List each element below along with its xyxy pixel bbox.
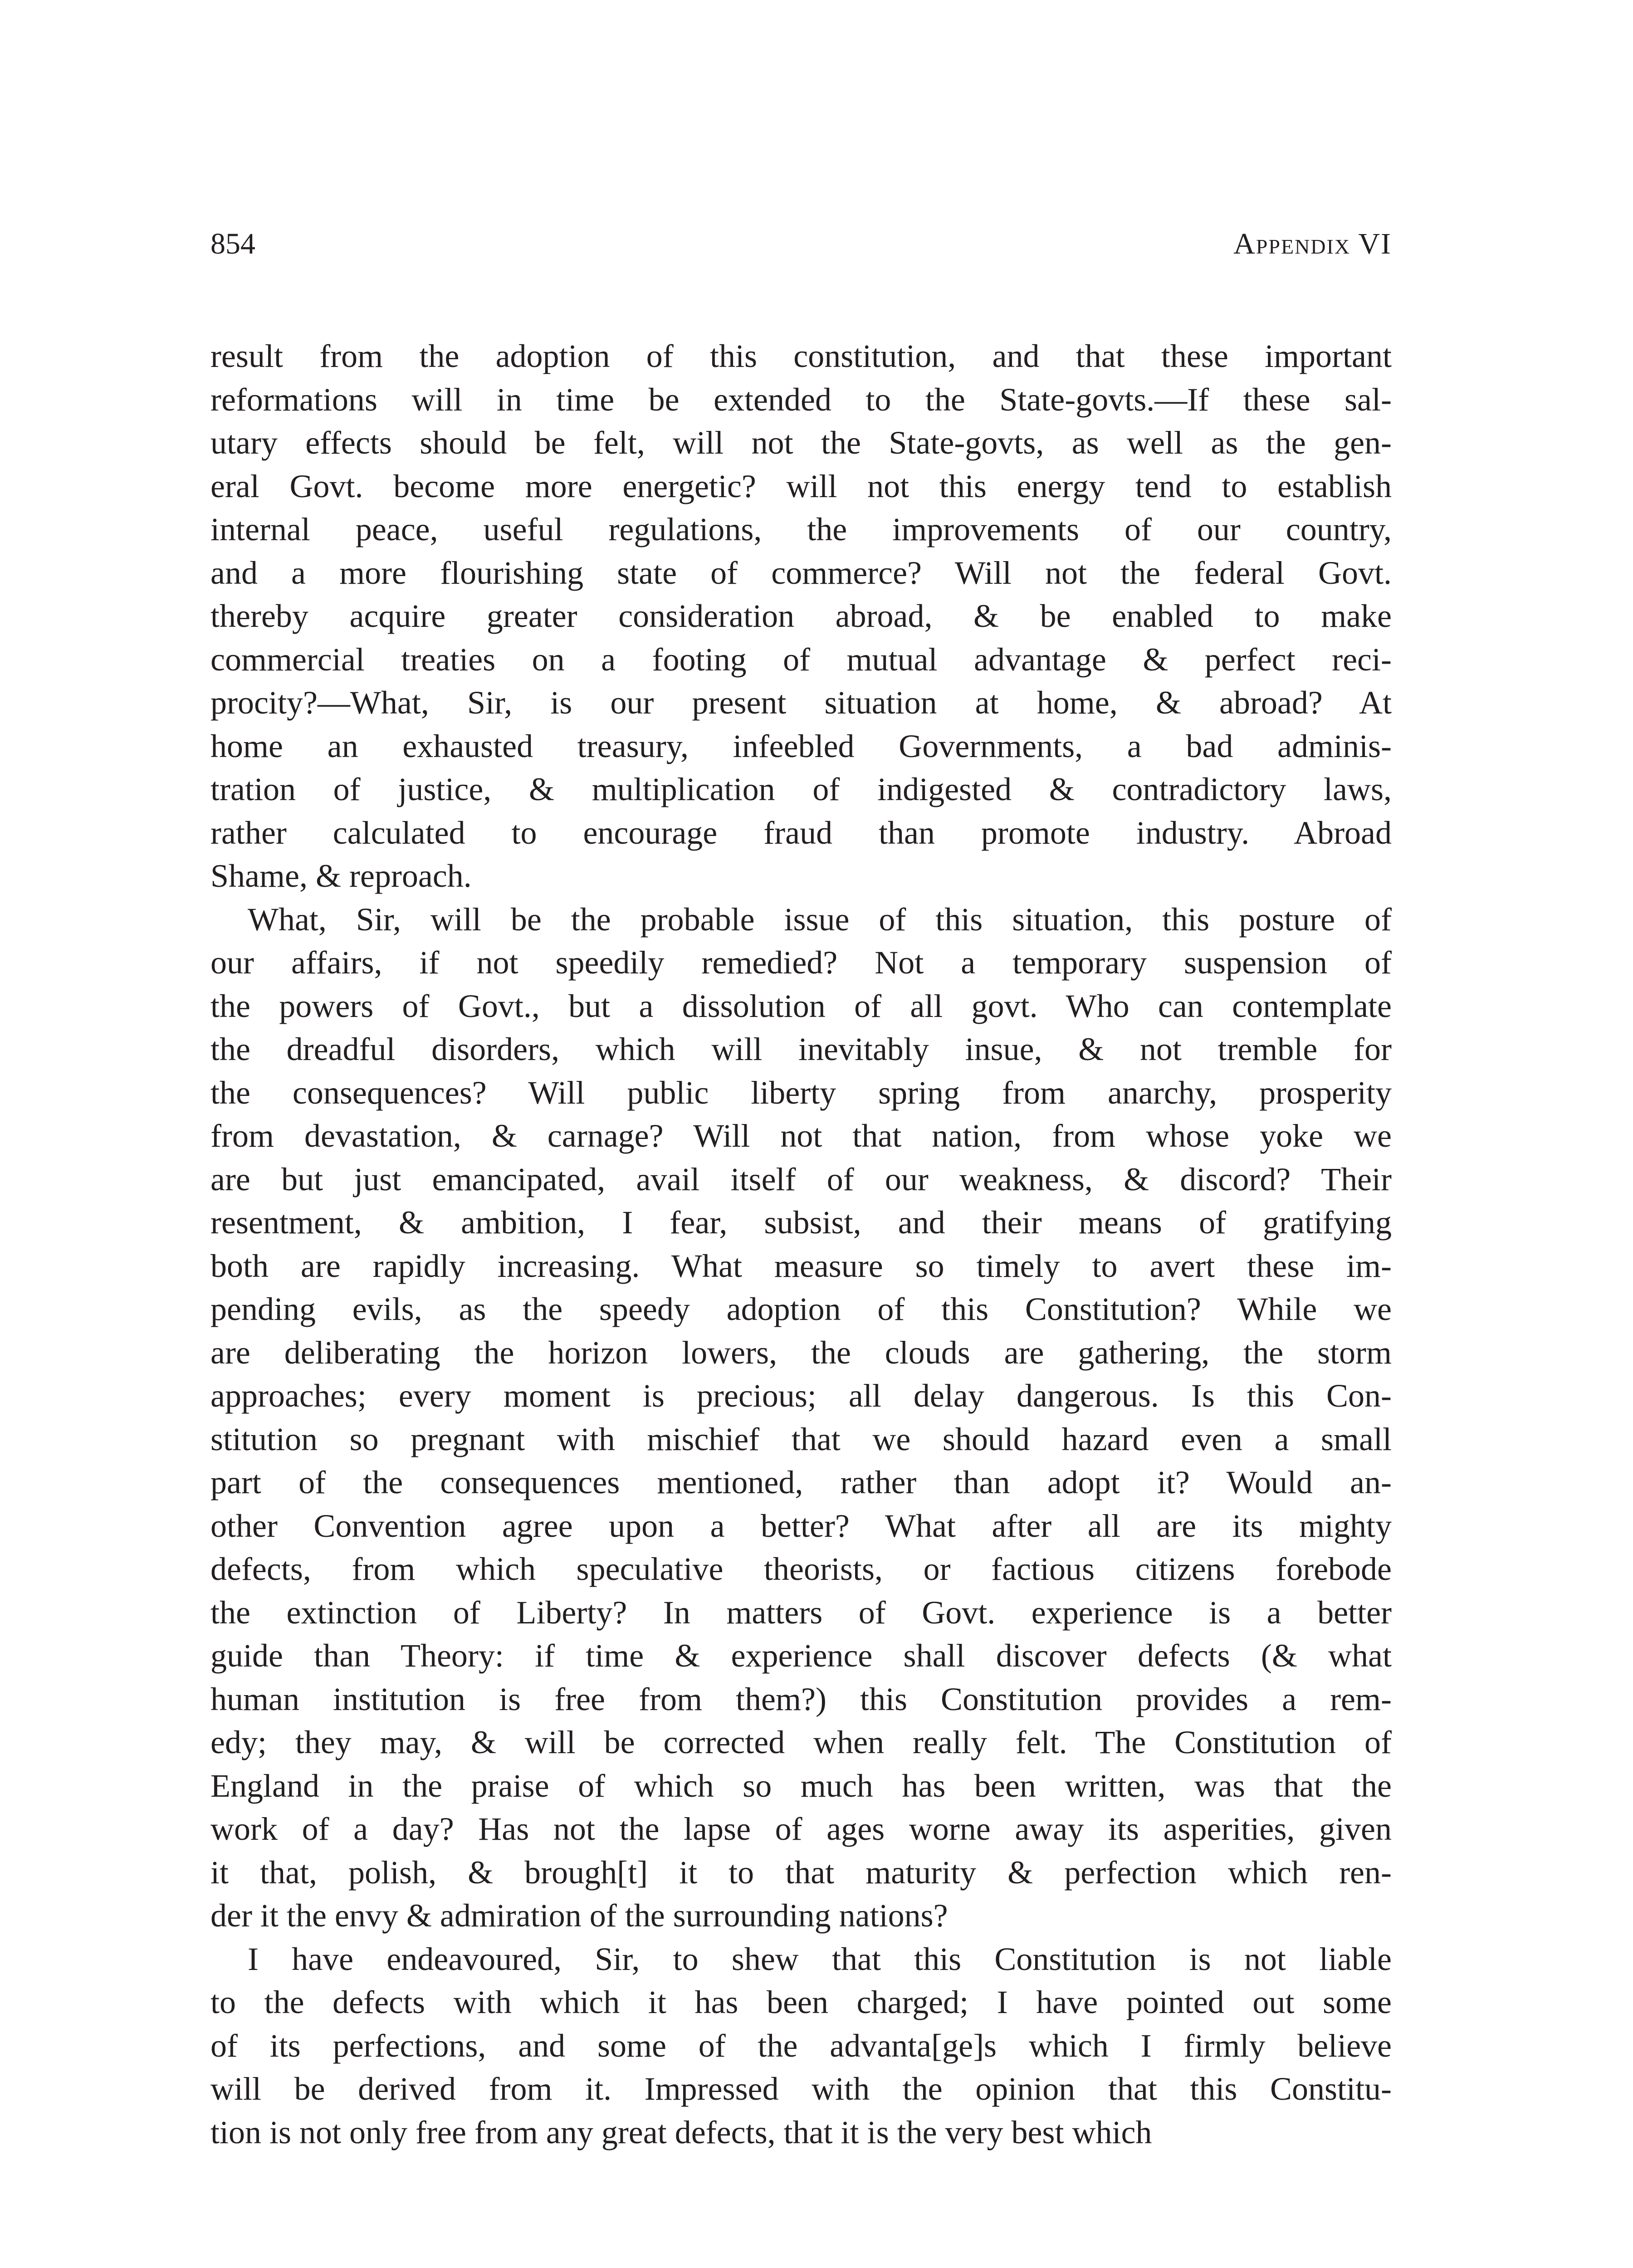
text-line: human institution is free from them?) this Constitution provides a rem- — [210, 1681, 1392, 1717]
text-line: reformations will in time be extended to the State-govts.—If these sal- — [210, 381, 1392, 418]
page-number: 854 — [210, 227, 255, 260]
text-line: England in the praise of which so much has been written, was that the — [210, 1767, 1392, 1804]
text-line: result from the adoption of this constitution, and that these important — [210, 338, 1392, 374]
text-line: of its perfections, and some of the advanta[ge]s which I firmly believe — [210, 2027, 1392, 2064]
text-line: and a more flourishing state of commerce? Will not the federal Govt. — [210, 554, 1392, 591]
section-title: Appendix VI — [1233, 227, 1392, 260]
text-line: rather calculated to encourage fraud than promote industry. Abroad — [210, 814, 1392, 851]
text-line: der it the envy & admiration of the surrounding nations? — [210, 1897, 948, 1934]
text-line: it that, polish, & brough[t] it to that maturity & perfection which ren- — [210, 1854, 1392, 1891]
text-line: the dreadful disorders, which will inevitably insue, & not tremble for — [210, 1031, 1392, 1067]
text-line: work of a day? Has not the lapse of ages worne away its asperities, given — [210, 1811, 1392, 1847]
text-line: approaches; every moment is precious; all delay dangerous. Is this Con- — [210, 1378, 1392, 1414]
text-line: edy; they may, & will be corrected when really felt. The Constitution of — [210, 1724, 1392, 1760]
paragraph — [210, 1938, 1392, 2155]
text-line: What, Sir, will be the probable issue of this situation, this posture of — [248, 901, 1392, 938]
text-line: pending evils, as the speedy adoption of this Constitution? While we — [210, 1291, 1392, 1327]
text-line: the consequences? Will public liberty spring from anarchy, prosperity — [210, 1074, 1392, 1111]
text-line: to the defects with which it has been charged; I have pointed out some — [210, 1984, 1392, 2020]
text-line: both are rapidly increasing. What measure so timely to avert these im- — [210, 1247, 1392, 1284]
running-head — [210, 227, 1392, 277]
text-line: eral Govt. become more energetic? will not this energy tend to establish — [210, 468, 1392, 504]
text-line: other Convention agree upon a better? What after all are its mighty — [210, 1507, 1392, 1544]
text-line: resentment, & ambition, I fear, subsist, and their means of gratifying — [210, 1204, 1392, 1241]
book-page — [210, 227, 1392, 2154]
text-line: will be derived from it. Impressed with the opinion that this Constitu- — [210, 2071, 1392, 2107]
text-line: from devastation, & carnage? Will not that nation, from whose yoke we — [210, 1118, 1392, 1154]
text-line: utary effects should be felt, will not the State-govts, as well as the gen- — [210, 425, 1392, 461]
text-line: thereby acquire greater consideration abroad, & be enabled to make — [210, 598, 1392, 634]
text-line: are but just emancipated, avail itself of our weakness, & discord? Their — [210, 1161, 1392, 1198]
paragraph — [210, 335, 1392, 898]
text-line: the extinction of Liberty? In matters of Govt. experience is a better — [210, 1594, 1392, 1631]
text-line: tion is not only free from any great defects, that it is the very best which — [210, 2114, 1152, 2151]
text-line: are deliberating the horizon lowers, the clouds are gathering, the storm — [210, 1334, 1392, 1371]
body-text — [210, 335, 1392, 2154]
text-line: internal peace, useful regulations, the improvements of our country, — [210, 511, 1392, 547]
text-line: stitution so pregnant with mischief that we should hazard even a small — [210, 1421, 1392, 1457]
text-line: home an exhausted treasury, infeebled Governments, a bad adminis- — [210, 728, 1392, 764]
paragraph — [210, 898, 1392, 1938]
text-line: guide than Theory: if time & experience shall discover defects (& what — [210, 1637, 1392, 1674]
text-line: our affairs, if not speedily remedied? Not a temporary suspension of — [210, 944, 1392, 981]
text-line: part of the consequences mentioned, rather than adopt it? Would an- — [210, 1464, 1392, 1501]
text-line: procity?—What, Sir, is our present situation at home, & abroad? At — [210, 684, 1392, 721]
text-line: tration of justice, & multiplication of indigested & contradictory laws, — [210, 771, 1392, 807]
text-line: commercial treaties on a footing of mutual advantage & perfect reci- — [210, 641, 1392, 678]
text-line: the powers of Govt., but a dissolution of all govt. Who can contemplate — [210, 987, 1392, 1024]
text-line: defects, from which speculative theorists, or factious citizens forebode — [210, 1551, 1392, 1587]
text-line: Shame, & reproach. — [210, 858, 472, 894]
text-line: I have endeavoured, Sir, to shew that this Constitution is not liable — [248, 1941, 1392, 1977]
